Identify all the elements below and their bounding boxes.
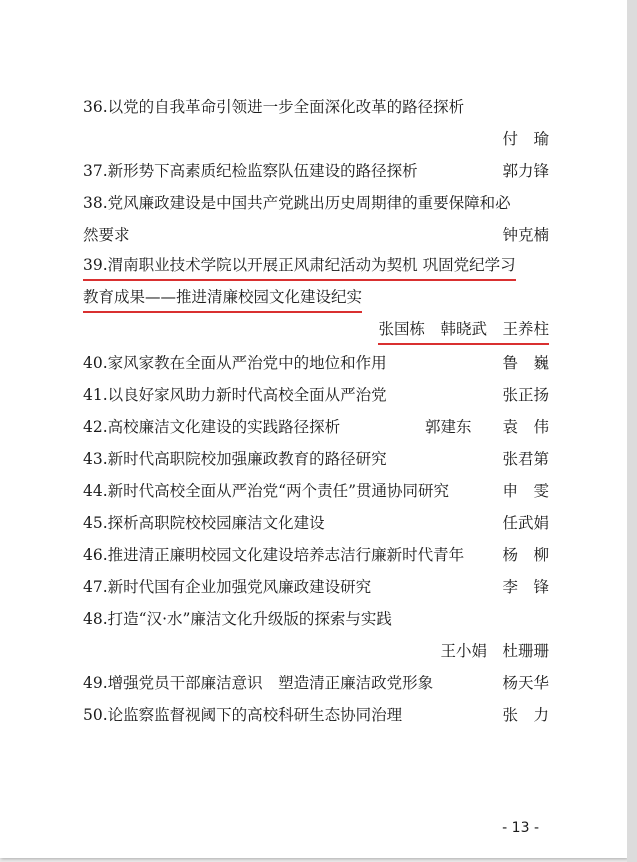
entry-title: 50.论监察监督视阈下的高校科研生态协同治理 [83,706,403,724]
entry-author: 申 雯 [502,482,549,500]
entry-47-line [83,571,549,603]
entry-38-title-line [83,187,549,219]
entry-39-cont-line [83,283,549,315]
entry-authors: 王小娟 杜珊珊 [440,642,549,660]
entry-title: 49.增强党员干部廉洁意识 塑造清正廉洁政党形象 [83,674,434,692]
entry-44-line [83,475,549,507]
entry-37-line [83,155,549,187]
entry-title: 38.党风廉政建设是中国共产党跳出历史周期律的重要保障和必 [83,194,511,212]
entry-36-title-line [83,91,549,123]
entry-author: 袁 伟 [502,418,549,436]
entry-43-line [83,443,549,475]
entry-title: 40.家风家教在全面从严治党中的地位和作用 [83,354,387,372]
entry-title: 46.推进清正廉明校园文化建设培养志洁行廉新时代青年 [83,546,465,564]
page-number: - 13 - [502,820,539,836]
entry-45-line [83,507,549,539]
entry-author: 李 锋 [502,578,549,596]
entry-title: 41.以良好家风助力新时代高校全面从严治党 [83,386,387,404]
entry-author: 付 瑜 [502,130,549,148]
entry-title: 48.打造“汉·水”廉洁文化升级版的探索与实践 [83,610,392,628]
entry-author: 郭建东 [425,418,472,436]
entry-author: 杨天华 [502,674,549,692]
entry-title-continued-underlined: 教育成果——推进清廉校园文化建设纪实 [83,283,362,313]
entry-title: 43.新时代高职院校加强廉政教育的路径研究 [83,450,387,468]
entry-40-line [83,347,549,379]
entry-author: 钟克楠 [502,226,549,244]
entry-authors-underlined: 张国栋 韩晓武 王养柱 [378,315,549,345]
entry-title: 42.高校廉洁文化建设的实践路径探析 [83,418,341,436]
entry-39-author-line [83,315,549,347]
entry-48-author-line [83,635,549,667]
viewer-scroll-edge [627,0,637,862]
entry-48-title-line [83,603,549,635]
entry-author: 张 力 [502,706,549,724]
entry-author: 张君第 [502,450,549,468]
entry-46-line [83,539,549,571]
entry-title: 45.探析高职院校校园廉洁文化建设 [83,514,325,532]
entry-42-line [83,411,549,443]
entry-38-cont-line [83,219,549,251]
entry-title: 37.新形势下高素质纪检监察队伍建设的路径探析 [83,162,418,180]
entry-title: 47.新时代国有企业加强党风廉政建设研究 [83,578,372,596]
entry-author: 鲁 巍 [502,354,549,372]
entry-39-title-line [83,251,549,283]
entry-author: 任武娟 [502,514,549,532]
entry-title: 44.新时代高校全面从严治党“两个责任”贯通协同研究 [83,482,449,500]
entry-49-line [83,667,549,699]
entry-title-continued: 然要求 [83,226,130,244]
entry-author: 郭力锋 [502,162,549,180]
entry-50-line [83,699,549,731]
entry-author: 张正扬 [502,386,549,404]
entry-title: 36.以党的自我革命引领进一步全面深化改革的路径探析 [83,98,465,116]
entry-author: 杨 柳 [502,546,549,564]
entry-36-author-line [83,123,549,155]
entry-title-underlined: 39.渭南职业技术学院以开展正风肃纪活动为契机 巩固党纪学习 [83,251,516,281]
entry-41-line [83,379,549,411]
